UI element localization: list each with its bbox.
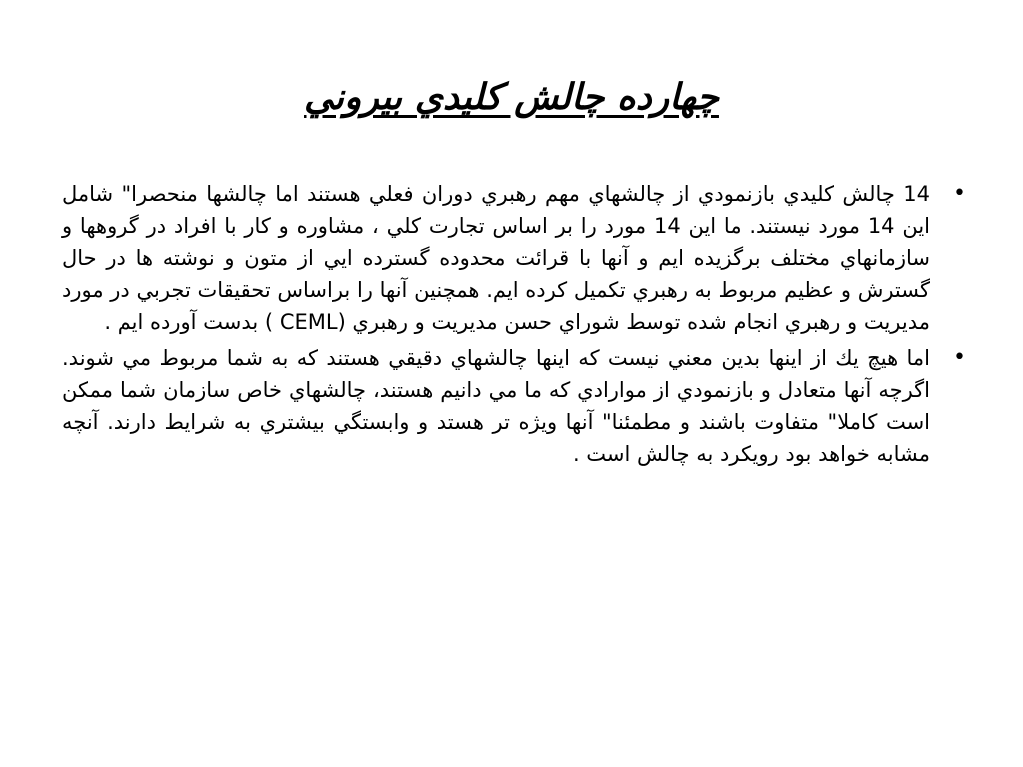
slide-title: چهارده چالش كليدي بيروني	[304, 77, 719, 118]
bullet-dot-icon: •	[953, 345, 966, 370]
bullet-item	[62, 342, 972, 470]
bullet-list	[62, 178, 972, 474]
bullet-dot-icon: •	[953, 181, 966, 206]
bullet-item	[62, 178, 972, 338]
bullet-text: اما هيچ يك از اينها بدين معني نيست كه اينها چالشهاي دقيقي هستند كه به شما مربوط مي شوند. اگرچه آنها متعادل و بازنمودي از موارادي كه ما مي دانيم هستند، چالشهاي خاص سازمان شما ممكن است كاملا" متفاوت باشند و مطمئنا" آنها ويژه تر هستد و وابستگي بيشتري به شرايط دارند. آنچه مشابه خواهد بود رويكرد به چالش است .	[62, 346, 930, 466]
bullet-text: 14 چالش كليدي بازنمودي از چالشهاي مهم رهبري دوران فعلي هستند اما چالشها منحصرا" شامل اين 14 مورد نيستند. ما اين 14 مورد را بر اساس تجارت كلي ، مشاوره و كار با افراد در گروهها و سازمانهاي مختلف برگزيده ايم و آنها با قرائت محدوده گسترده ايي از متون و نوشته ها در حال گسترش و عظيم مربوط به رهبري تكميل كرده ايم. همچنين آنها را براساس تحقيقات تجربي در مورد مديريت و رهبري انجام شده توسط شوراي حسن مديريت و رهبري (CEML ) بدست آورده ايم .	[62, 182, 930, 334]
